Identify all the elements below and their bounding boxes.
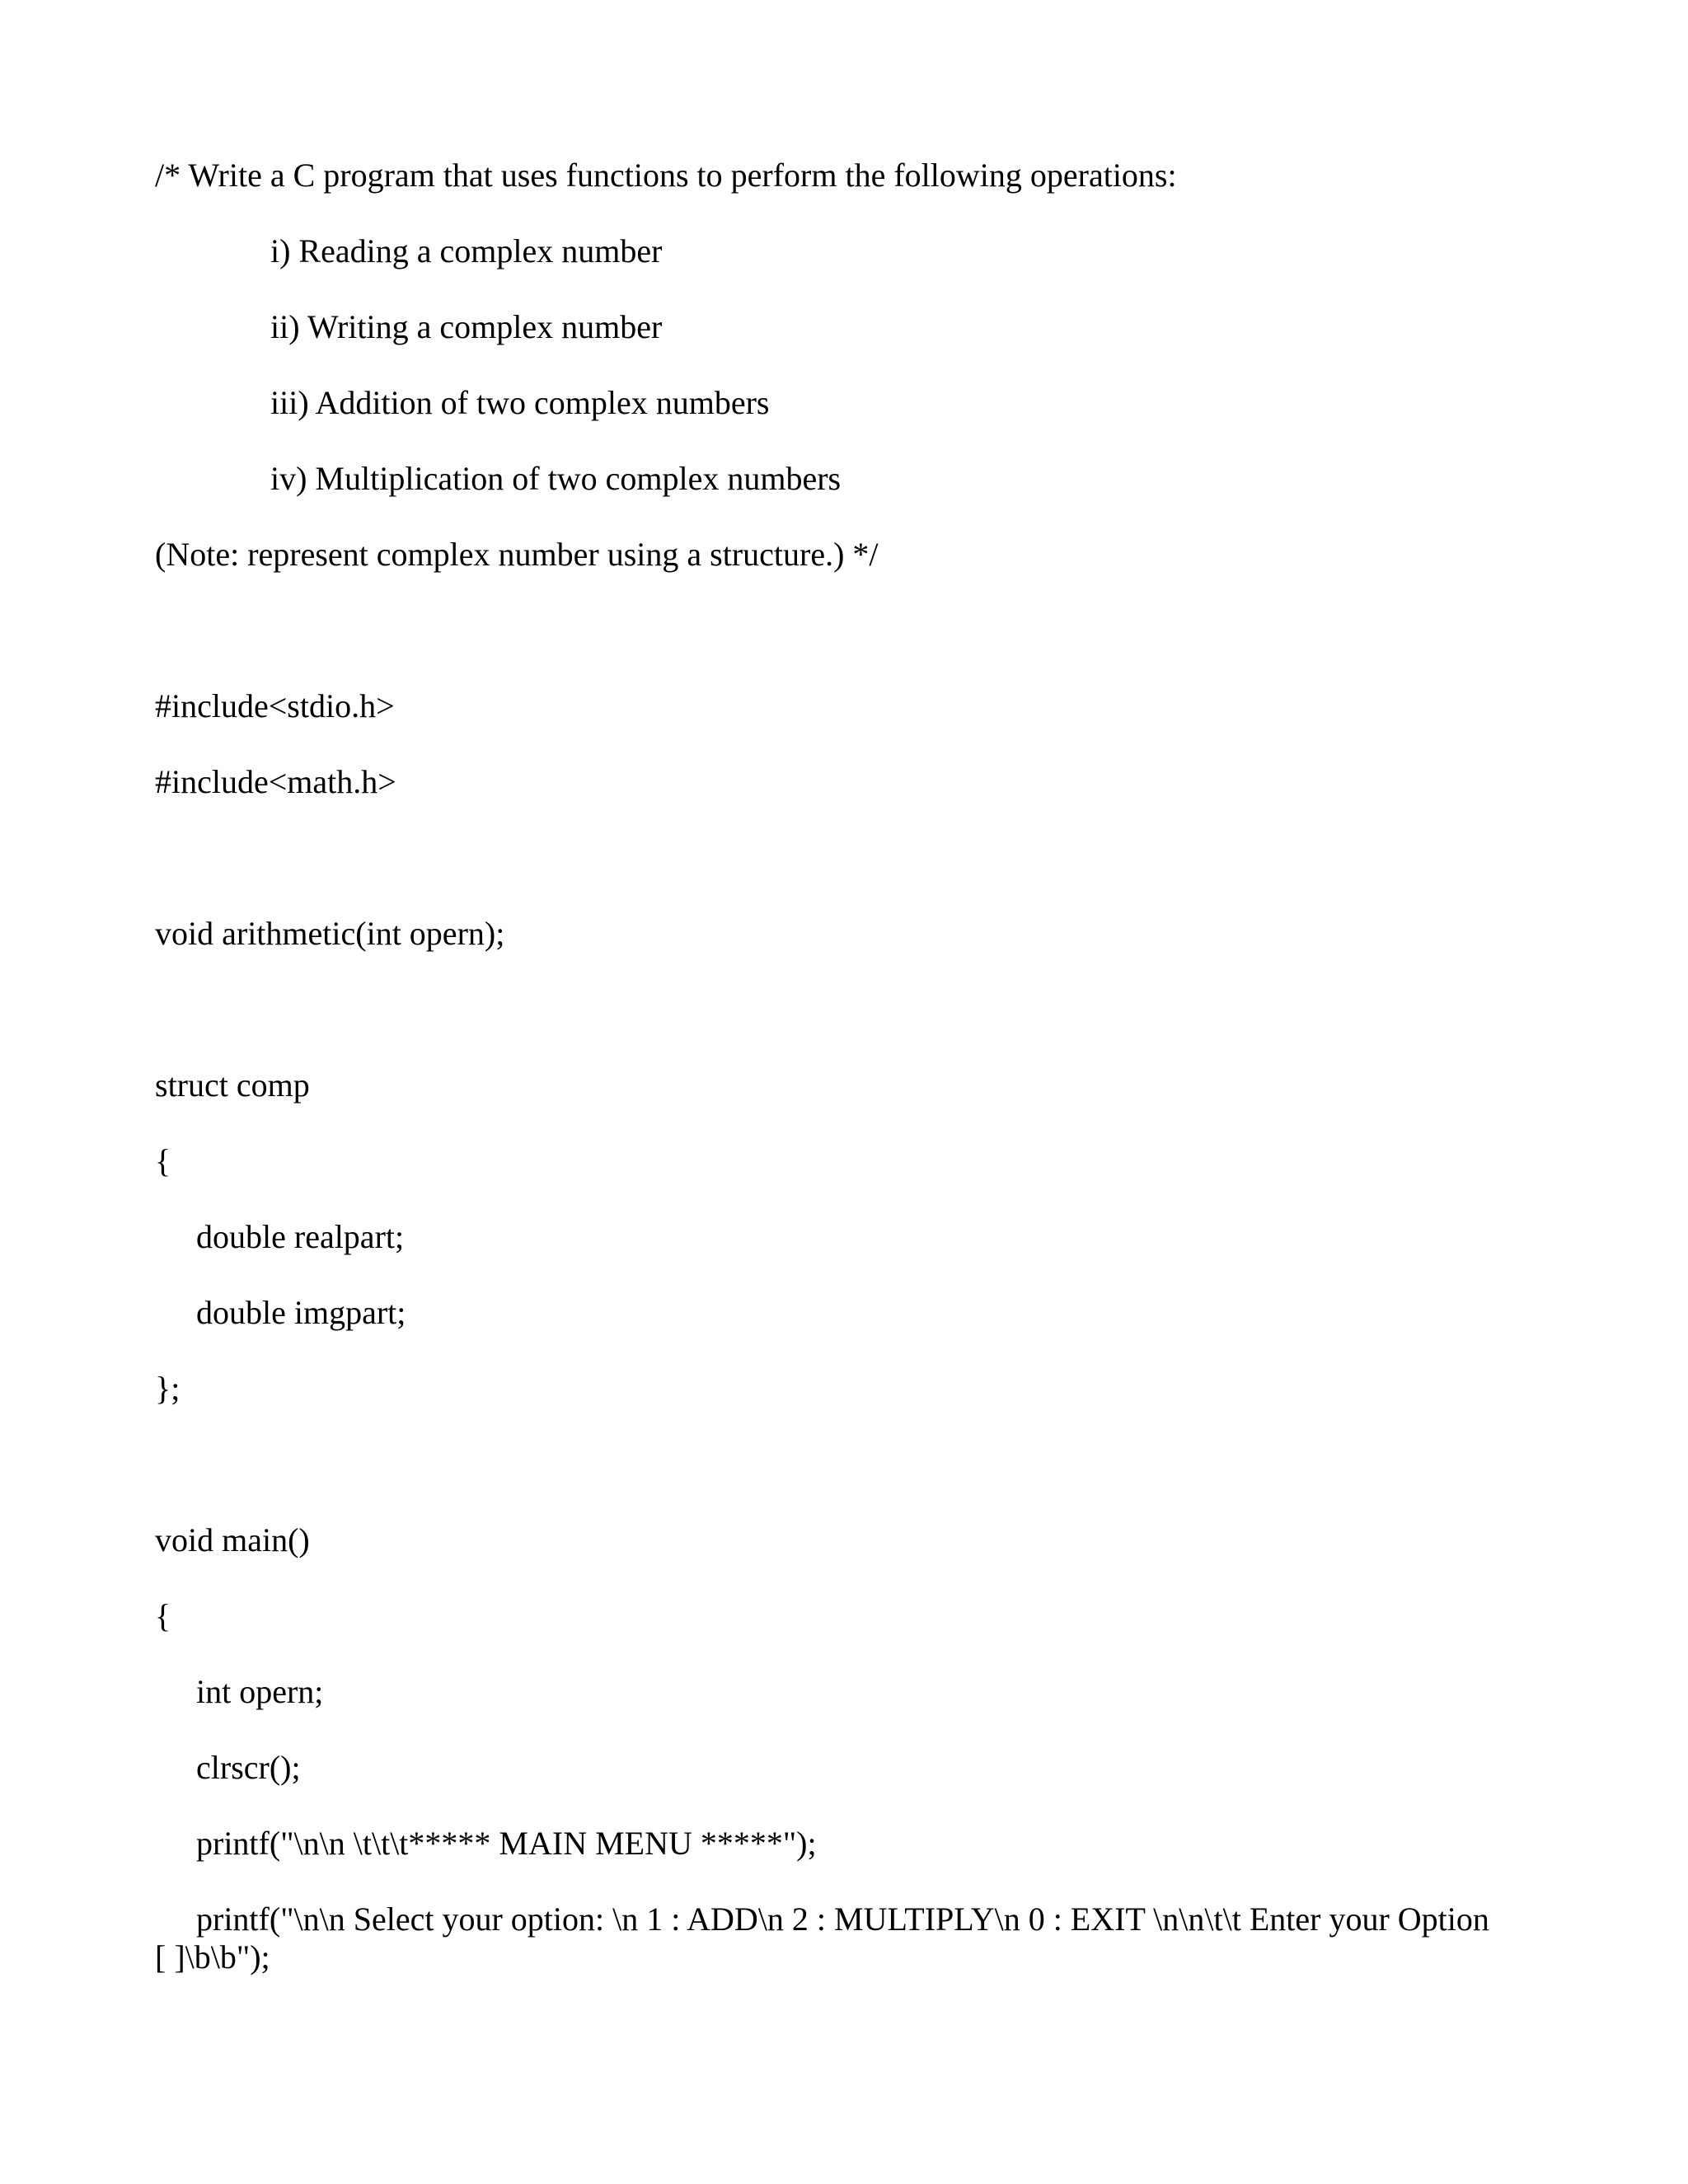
main-statement-clrscr: clrscr(); — [196, 1749, 301, 1786]
struct-open-brace: { — [155, 1142, 171, 1179]
main-open-brace: { — [155, 1597, 171, 1634]
main-statement-printf-options: printf("\n\n Select your option: \n 1 : ADD\n 2 : MULTIPLY\n 0 : EXIT \n\n\t\t Enter your Option [ ]\b\b"); — [155, 1900, 1489, 1975]
struct-close-brace: }; — [155, 1370, 181, 1407]
main-statement-declare: int opern; — [196, 1673, 324, 1710]
comment-intro: /* Write a C program that uses functions to perform the following operations: — [155, 157, 1177, 194]
comment-note: (Note: represent complex number using a structure.) */ — [155, 536, 879, 573]
comment-item-3: iii) Addition of two complex numbers — [270, 384, 770, 421]
struct-field-imgpart: double imgpart; — [196, 1294, 406, 1331]
comment-item-4: iv) Multiplication of two complex numbers — [270, 460, 842, 497]
comment-item-2: ii) Writing a complex number — [270, 308, 663, 345]
include-stdio: #include<stdio.h> — [155, 687, 395, 724]
main-signature: void main() — [155, 1521, 310, 1558]
struct-header: struct comp — [155, 1066, 310, 1104]
comment-item-1: i) Reading a complex number — [270, 232, 663, 269]
include-math: #include<math.h> — [155, 763, 396, 800]
function-prototype: void arithmetic(int opern); — [155, 915, 505, 952]
main-statement-printf-menu: printf("\n\n \t\t\t***** MAIN MENU *****"); — [196, 1825, 817, 1862]
struct-field-realpart: double realpart; — [196, 1218, 405, 1255]
